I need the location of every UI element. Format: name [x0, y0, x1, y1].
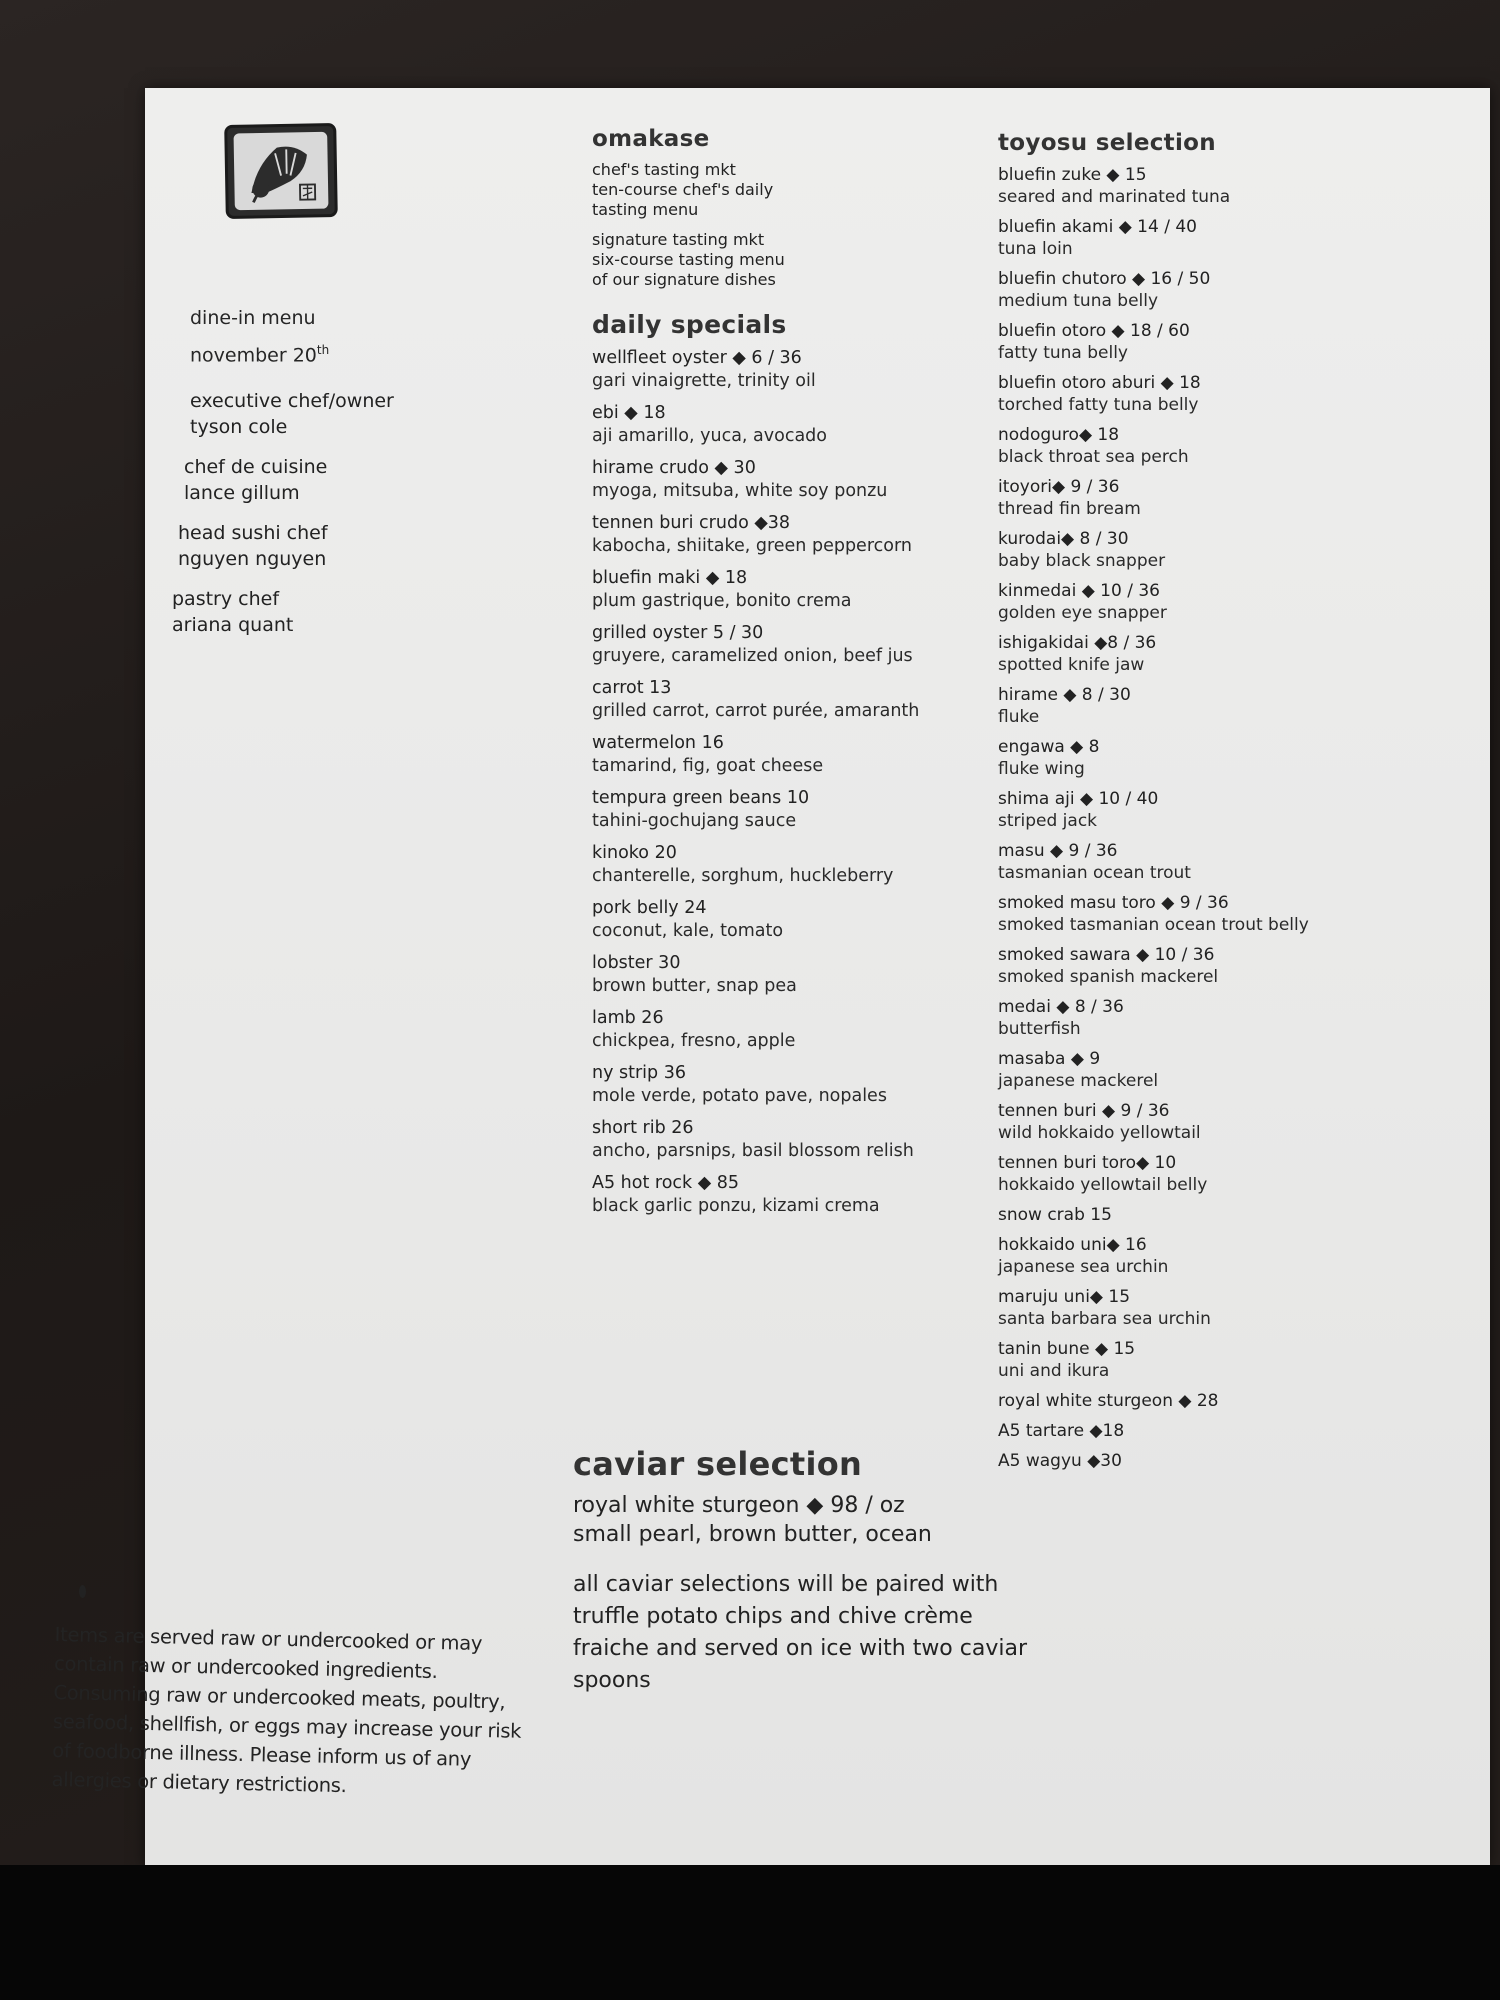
toyosu-item: [998, 1420, 1418, 1442]
caviar-item-desc: small pearl, brown butter, ocean: [573, 1522, 932, 1547]
omakase-line: ten-course chef's daily: [592, 180, 774, 199]
toyosu-item-name: bluefin chutoro ◆ 16 / 50: [998, 269, 1211, 289]
toyosu-item-name: bluefin otoro aburi ◆ 18: [998, 373, 1201, 393]
toyosu-item-desc: smoked spanish mackerel: [998, 967, 1219, 987]
staff-name: lance gillum: [184, 482, 300, 505]
omakase-line: of our signature dishes: [592, 270, 776, 289]
caviar-item-name: royal white sturgeon ◆ 98 / oz: [573, 1493, 905, 1518]
staff-item: [190, 388, 530, 440]
staff-name: nguyen nguyen: [178, 548, 327, 571]
toyosu-item: [998, 268, 1418, 312]
toyosu-item-desc: seared and marinated tuna: [998, 187, 1231, 207]
toyosu-item: [998, 684, 1418, 728]
toyosu-item-name: smoked sawara ◆ 10 / 36: [998, 945, 1215, 965]
toyosu-item-name: shima aji ◆ 10 / 40: [998, 789, 1159, 809]
special-item-desc: grilled carrot, carrot purée, amaranth: [592, 701, 920, 721]
special-item: [592, 512, 1022, 558]
special-item-name: bluefin maki ◆ 18: [592, 568, 748, 588]
special-item: [592, 1172, 1022, 1218]
caviar-note: all caviar selections will be paired with truffle potato chips and chive crème fraiche and served on ice with two caviar spoons: [573, 1572, 1027, 1693]
toyosu-item-name: kurodai◆ 8 / 30: [998, 529, 1129, 549]
toyosu-item: [998, 1450, 1418, 1472]
special-item-name: pork belly 24: [592, 898, 707, 918]
toyosu-item: [998, 892, 1418, 936]
daily-specials-list: [592, 347, 1022, 1218]
special-item-desc: kabocha, shiitake, green peppercorn: [592, 536, 912, 556]
special-item-desc: brown butter, snap pea: [592, 976, 797, 996]
toyosu-item-name: tanin bune ◆ 15: [998, 1339, 1136, 1359]
special-item: [592, 347, 1022, 393]
toyosu-item: [998, 216, 1418, 260]
toyosu-item-name: engawa ◆ 8: [998, 737, 1100, 757]
special-item-desc: aji amarillo, yuca, avocado: [592, 426, 827, 446]
toyosu-item-name: medai ◆ 8 / 36: [998, 997, 1124, 1017]
toyosu-item-name: hirame ◆ 8 / 30: [998, 685, 1131, 705]
staff-name: ariana quant: [172, 614, 294, 637]
caviar-section: [573, 1445, 1033, 1697]
daily-specials-title: daily specials: [592, 310, 787, 339]
special-item: [592, 402, 1022, 448]
toyosu-item-name: bluefin zuke ◆ 15: [998, 165, 1147, 185]
staff-item: [178, 520, 530, 572]
omakase-line: chef's tasting mkt: [592, 160, 736, 179]
staff-item: [184, 454, 530, 506]
staff-name: tyson cole: [190, 416, 288, 439]
special-item-desc: chickpea, fresno, apple: [592, 1031, 796, 1051]
toyosu-item-desc: fluke: [998, 707, 1040, 727]
special-item: [592, 567, 1022, 613]
omakase-line: signature tasting mkt: [592, 230, 765, 249]
special-item: [592, 457, 1022, 503]
toyosu-item-name: masu ◆ 9 / 36: [998, 841, 1118, 861]
toyosu-item: [998, 788, 1418, 832]
toyosu-item-desc: wild hokkaido yellowtail: [998, 1123, 1201, 1143]
special-item: [592, 952, 1022, 998]
special-item-name: tennen buri crudo ◆38: [592, 513, 791, 533]
toyosu-item-desc: black throat sea perch: [998, 447, 1189, 467]
toyosu-item-desc: santa barbara sea urchin: [998, 1309, 1211, 1329]
staff-role: chef de cuisine: [184, 456, 328, 479]
special-item-desc: coconut, kale, tomato: [592, 921, 784, 941]
diamond-mark-icon: [79, 1585, 86, 1598]
special-item-desc: gruyere, caramelized onion, beef jus: [592, 646, 913, 666]
toyosu-item-name: nodoguro◆ 18: [998, 425, 1120, 445]
left-column: [172, 305, 530, 638]
toyosu-item-desc: thread fin bream: [998, 499, 1141, 519]
special-item-desc: mole verde, potato pave, nopales: [592, 1086, 887, 1106]
raw-food-notice: Items are served raw or undercooked or may contain raw or undercooked ingredients. Consuming raw or undercooked meats, poultry, seafood, shellfish, or eggs may increase your risk of foodborne illness. Please inform us of any allergies or dietary restrictions.: [51, 1622, 522, 1798]
right-column: [998, 130, 1418, 1480]
omakase-item: [592, 160, 1022, 220]
toyosu-item-desc: butterfish: [998, 1019, 1081, 1039]
special-item-desc: tamarind, fig, goat cheese: [592, 756, 824, 776]
menu-label: dine-in menu: [190, 307, 316, 329]
special-item: [592, 677, 1022, 723]
special-item: [592, 622, 1022, 668]
special-item: [592, 732, 1022, 778]
special-item: [592, 787, 1022, 833]
toyosu-item-desc: medium tuna belly: [998, 291, 1159, 311]
toyosu-item-name: tennen buri ◆ 9 / 36: [998, 1101, 1170, 1121]
caviar-title: caviar selection: [573, 1445, 863, 1483]
staff-list: [172, 388, 530, 638]
toyosu-item-desc: hokkaido yellowtail belly: [998, 1175, 1208, 1195]
special-item-name: wellfleet oyster ◆ 6 / 36: [592, 348, 802, 368]
special-item-name: A5 hot rock ◆ 85: [592, 1173, 740, 1193]
toyosu-item: [998, 632, 1418, 676]
staff-item: [172, 586, 530, 638]
toyosu-item-desc: smoked tasmanian ocean trout belly: [998, 915, 1309, 935]
special-item: [592, 1007, 1022, 1053]
toyosu-item: [998, 476, 1418, 520]
toyosu-item: [998, 528, 1418, 572]
toyosu-item-name: tennen buri toro◆ 10: [998, 1153, 1177, 1173]
toyosu-item-name: bluefin otoro ◆ 18 / 60: [998, 321, 1190, 341]
toyosu-item-name: royal white sturgeon ◆ 28: [998, 1391, 1219, 1411]
special-item-name: hirame crudo ◆ 30: [592, 458, 756, 478]
toyosu-item-desc: striped jack: [998, 811, 1098, 831]
omakase-item: [592, 230, 1022, 290]
middle-column: [592, 126, 1022, 1227]
toyosu-item: [998, 996, 1418, 1040]
menu-date: [190, 337, 530, 368]
toyosu-item-desc: golden eye snapper: [998, 603, 1167, 623]
toyosu-item: [998, 320, 1418, 364]
special-item: [592, 897, 1022, 943]
toyosu-item: [998, 1048, 1418, 1092]
toyosu-item-name: masaba ◆ 9: [998, 1049, 1101, 1069]
toyosu-item: [998, 840, 1418, 884]
staff-role: executive chef/owner: [190, 390, 394, 413]
toyosu-item-name: smoked masu toro ◆ 9 / 36: [998, 893, 1229, 913]
toyosu-item-name: bluefin akami ◆ 14 / 40: [998, 217, 1197, 237]
special-item-desc: gari vinaigrette, trinity oil: [592, 371, 816, 391]
toyosu-item-desc: japanese mackerel: [998, 1071, 1159, 1091]
toyosu-item: [998, 1338, 1418, 1382]
toyosu-item-name: kinmedai ◆ 10 / 36: [998, 581, 1160, 601]
special-item-desc: chanterelle, sorghum, huckleberry: [592, 866, 894, 886]
toyosu-item: [998, 1286, 1418, 1330]
special-item-desc: black garlic ponzu, kizami crema: [592, 1196, 880, 1216]
toyosu-item: [998, 1204, 1418, 1226]
toyosu-item-desc: tasmanian ocean trout: [998, 863, 1191, 883]
special-item-name: grilled oyster 5 / 30: [592, 623, 764, 643]
ginkgo-leaf-icon: [224, 123, 338, 219]
toyosu-title: toyosu selection: [998, 130, 1216, 156]
toyosu-item-name: itoyori◆ 9 / 36: [998, 477, 1120, 497]
toyosu-item: [998, 1100, 1418, 1144]
toyosu-item: [998, 372, 1418, 416]
staff-role: pastry chef: [172, 588, 280, 611]
special-item: [592, 1117, 1022, 1163]
toyosu-item-name: maruju uni◆ 15: [998, 1287, 1131, 1307]
toyosu-item: [998, 1390, 1418, 1412]
toyosu-item: [998, 736, 1418, 780]
staff-role: head sushi chef: [178, 522, 328, 545]
special-item-desc: myoga, mitsuba, white soy ponzu: [592, 481, 888, 501]
special-item-desc: ancho, parsnips, basil blossom relish: [592, 1141, 914, 1161]
toyosu-item-name: A5 tartare ◆18: [998, 1421, 1125, 1441]
omakase-line: six-course tasting menu: [592, 250, 785, 269]
toyosu-item-name: ishigakidai ◆8 / 36: [998, 633, 1157, 653]
toyosu-item-name: hokkaido uni◆ 16: [998, 1235, 1147, 1255]
toyosu-item-desc: fatty tuna belly: [998, 343, 1128, 363]
toyosu-item-desc: spotted knife jaw: [998, 655, 1145, 675]
omakase-line: tasting menu: [592, 200, 699, 219]
toyosu-item: [998, 424, 1418, 468]
special-item: [592, 842, 1022, 888]
special-item-name: ebi ◆ 18: [592, 403, 666, 423]
toyosu-item-name: A5 wagyu ◆30: [998, 1451, 1122, 1471]
toyosu-item-desc: tuna loin: [998, 239, 1073, 259]
special-item-name: short rib 26: [592, 1118, 694, 1138]
toyosu-item-desc: baby black snapper: [998, 551, 1166, 571]
toyosu-item: [998, 944, 1418, 988]
special-item-name: watermelon 16: [592, 733, 724, 753]
omakase-title: omakase: [592, 126, 710, 152]
special-item-desc: tahini-gochujang sauce: [592, 811, 797, 831]
date-text: november 20: [190, 344, 317, 367]
date-suffix: th: [316, 343, 330, 357]
special-item-desc: plum gastrique, bonito crema: [592, 591, 852, 611]
special-item-name: lobster 30: [592, 953, 681, 973]
special-item-name: carrot 13: [592, 678, 672, 698]
toyosu-item: [998, 164, 1418, 208]
special-item: [592, 1062, 1022, 1108]
caviar-item: [573, 1491, 1033, 1549]
special-item-name: kinoko 20: [592, 843, 677, 863]
special-item-name: tempura green beans 10: [592, 788, 810, 808]
table-edge: [0, 1865, 1500, 2000]
toyosu-item-desc: fluke wing: [998, 759, 1085, 779]
special-item-name: lamb 26: [592, 1008, 664, 1028]
toyosu-item: [998, 1152, 1418, 1196]
toyosu-list: [998, 164, 1418, 1472]
toyosu-item-desc: torched fatty tuna belly: [998, 395, 1199, 415]
toyosu-item-name: snow crab 15: [998, 1205, 1112, 1225]
toyosu-item: [998, 580, 1418, 624]
toyosu-item-desc: uni and ikura: [998, 1361, 1110, 1381]
special-item-name: ny strip 36: [592, 1063, 686, 1083]
toyosu-item-desc: japanese sea urchin: [998, 1257, 1169, 1277]
toyosu-item: [998, 1234, 1418, 1278]
